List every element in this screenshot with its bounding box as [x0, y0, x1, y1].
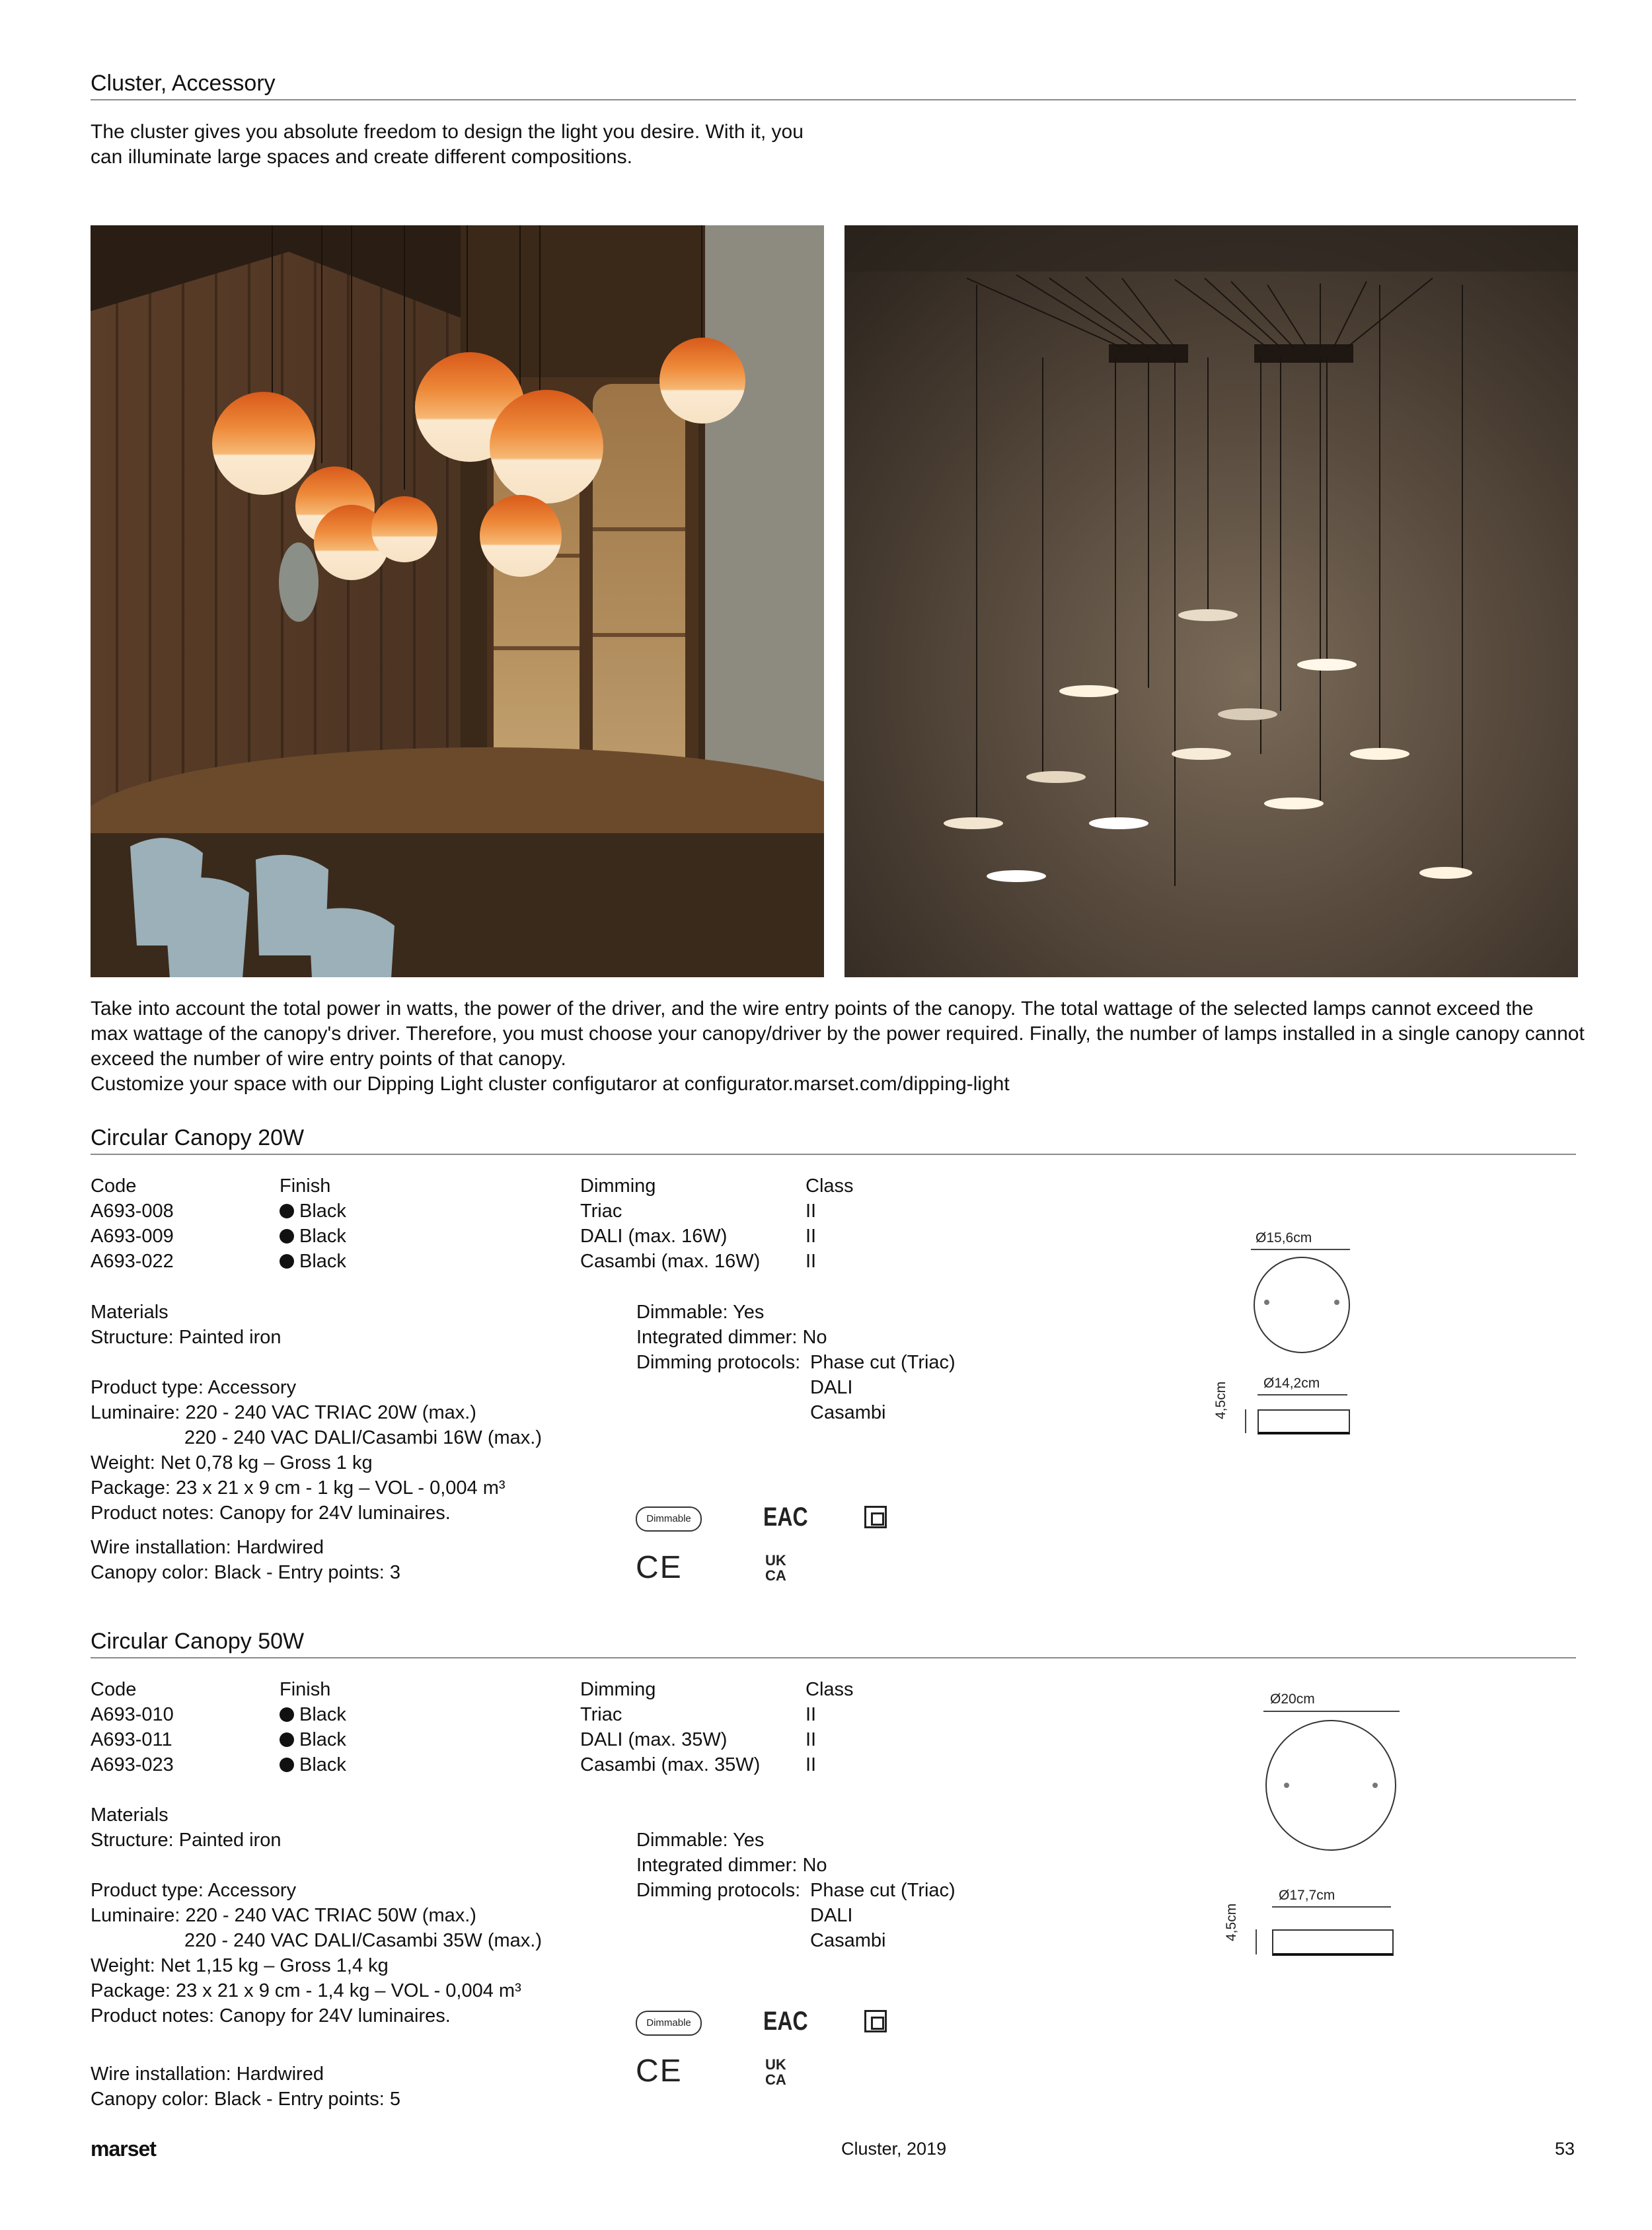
black-dot-icon — [280, 1254, 294, 1269]
dimension-line — [1256, 1929, 1257, 1954]
col-class-header: Class — [806, 1175, 854, 1197]
protocol-item: Phase cut (Triac) — [810, 1880, 956, 1901]
brand-logo: marset — [91, 2137, 156, 2161]
orange-globe-pendants-photo — [91, 225, 824, 977]
configurator-line: Customize your space with our Dipping Light cluster configutaror at configurator.marset.com/dipping-light — [91, 1073, 1010, 1095]
product-code: A693-011 — [91, 1729, 172, 1750]
eac-mark-icon: EAC — [763, 2007, 808, 2036]
protocol-item: DALI — [810, 1905, 853, 1926]
section-divider-50w — [91, 1657, 1576, 1658]
ukca-top: UK — [765, 2056, 786, 2073]
col-finish-header: Finish — [280, 1175, 331, 1197]
product-code: A693-010 — [91, 1704, 174, 1725]
eac-mark-icon: EAC — [763, 1503, 808, 1532]
weight-spec: Weight: Net 1,15 kg – Gross 1,4 kg — [91, 1955, 389, 1976]
dimmable-badge: Dimmable — [636, 2011, 702, 2036]
canopy-side-view — [1272, 1929, 1394, 1956]
product-notes: Product notes: Canopy for 24V luminaires. — [91, 2005, 451, 2026]
integrated-dimmer-spec: Integrated dimmer: No — [636, 1855, 827, 1876]
canopy-side-view — [1258, 1409, 1350, 1434]
col-finish-header: Finish — [280, 1679, 331, 1700]
finish-swatch: Black — [280, 1199, 346, 1224]
diagram-diameter-top: Ø20cm — [1270, 1691, 1315, 1707]
col-class-header: Class — [806, 1679, 854, 1700]
black-dot-icon — [280, 1758, 294, 1772]
diagram-height: 4,5cm — [1224, 1903, 1239, 1941]
package-spec: Package: 23 x 21 x 9 cm - 1 kg – VOL - 0,004 m³ — [91, 1477, 506, 1499]
dimmable-spec: Dimmable: Yes — [636, 1302, 765, 1323]
ce-mark-icon: CE — [636, 1550, 683, 1585]
diagram-diameter-side: Ø14,2cm — [1263, 1376, 1320, 1391]
dimming-protocols-label: Dimming protocols: — [636, 1352, 801, 1373]
intro-line-1: The cluster gives you absolute freedom to design the light you desire. With it, you — [91, 121, 804, 143]
product-type-spec: Product type: Accessory — [91, 1880, 297, 1901]
class-value: II — [806, 1226, 817, 1247]
cluster-suspended-lamps-photo — [845, 225, 1578, 977]
materials-label: Materials — [91, 1302, 169, 1323]
product-type-spec: Product type: Accessory — [91, 1377, 297, 1398]
dimming-value: Casambi (max. 35W) — [580, 1754, 761, 1775]
description-line-3: exceed the number of wire entry points of that canopy. — [91, 1048, 566, 1070]
black-dot-icon — [280, 1204, 294, 1218]
title-divider — [91, 99, 1576, 100]
class-value: II — [806, 1251, 817, 1272]
finish-swatch: Black — [280, 1727, 346, 1752]
canopy-color: Canopy color: Black - Entry points: 3 — [91, 1562, 401, 1583]
col-dimming-header: Dimming — [580, 1679, 656, 1700]
ukca-bottom: CA — [765, 1567, 786, 1584]
canopy-top-view — [1265, 1720, 1396, 1851]
finish-swatch: Black — [280, 1702, 346, 1727]
dimming-value: Triac — [580, 1704, 622, 1725]
intro-line-2: can illuminate large spaces and create different compositions. — [91, 146, 632, 168]
section-title-20w: Circular Canopy 20W — [91, 1125, 305, 1150]
col-code-header: Code — [91, 1679, 137, 1700]
class-value: II — [806, 1729, 817, 1750]
ce-mark-icon: CE — [636, 2054, 683, 2089]
ukca-bottom: CA — [765, 2071, 786, 2088]
protocol-item: Phase cut (Triac) — [810, 1352, 956, 1373]
ukca-top: UK — [765, 1552, 786, 1569]
dimmable-badge: Dimmable — [636, 1506, 702, 1532]
dimming-value: DALI (max. 16W) — [580, 1226, 728, 1247]
ukca-mark-icon — [765, 1553, 786, 1583]
protocol-item: Casambi — [810, 1402, 886, 1423]
package-spec: Package: 23 x 21 x 9 cm - 1,4 kg – VOL - 0,004 m³ — [91, 1980, 521, 2001]
weight-spec: Weight: Net 0,78 kg – Gross 1 kg — [91, 1452, 373, 1473]
wire-installation: Wire installation: Hardwired — [91, 2063, 324, 2085]
integrated-dimmer-spec: Integrated dimmer: No — [636, 1327, 827, 1348]
black-dot-icon — [280, 1707, 294, 1722]
section-title-50w: Circular Canopy 50W — [91, 1629, 305, 1654]
dimension-line — [1258, 1394, 1347, 1395]
finish-swatch: Black — [280, 1224, 346, 1249]
protocol-item: Casambi — [810, 1930, 886, 1951]
luminaire-spec-2: 220 - 240 VAC DALI/Casambi 16W (max.) — [184, 1427, 542, 1448]
dimming-value: Casambi (max. 16W) — [580, 1251, 761, 1272]
product-notes: Product notes: Canopy for 24V luminaires. — [91, 1503, 451, 1524]
luminaire-spec-2: 220 - 240 VAC DALI/Casambi 35W (max.) — [184, 1930, 542, 1951]
black-dot-icon — [280, 1229, 294, 1244]
class-ii-double-square-icon — [864, 2010, 887, 2032]
dimmable-spec: Dimmable: Yes — [636, 1830, 765, 1851]
luminaire-spec: Luminaire: 220 - 240 VAC TRIAC 20W (max.) — [91, 1402, 476, 1423]
ukca-mark-icon — [765, 2057, 786, 2087]
dimming-value: DALI (max. 35W) — [580, 1729, 728, 1750]
col-dimming-header: Dimming — [580, 1175, 656, 1197]
luminaire-spec: Luminaire: 220 - 240 VAC TRIAC 50W (max.) — [91, 1905, 476, 1926]
dimming-value: Triac — [580, 1201, 622, 1222]
structure-spec: Structure: Painted iron — [91, 1327, 282, 1348]
black-dot-icon — [280, 1732, 294, 1747]
description-line-1: Take into account the total power in watts, the power of the driver, and the wire entry points of the canopy. The total wattage of the selected lamps cannot exceed the — [91, 998, 1534, 1020]
dimension-line — [1263, 1711, 1400, 1712]
section-divider-20w — [91, 1154, 1576, 1155]
dimension-line — [1272, 1906, 1391, 1908]
materials-label: Materials — [91, 1804, 169, 1826]
product-code: A693-009 — [91, 1226, 174, 1247]
protocol-item: DALI — [810, 1377, 853, 1398]
wire-installation: Wire installation: Hardwired — [91, 1537, 324, 1558]
finish-swatch: Black — [280, 1249, 346, 1274]
page-title: Cluster, Accessory — [91, 71, 276, 96]
footer-collection: Cluster, 2019 — [841, 2139, 947, 2159]
product-code: A693-008 — [91, 1201, 174, 1222]
dimming-protocols-label: Dimming protocols: — [636, 1880, 801, 1901]
dimension-line — [1245, 1409, 1246, 1433]
structure-spec: Structure: Painted iron — [91, 1830, 282, 1851]
col-code-header: Code — [91, 1175, 137, 1197]
cluster-suspended-disc-lamps-icon — [845, 225, 1578, 977]
finish-swatch: Black — [280, 1752, 346, 1777]
page-number: 53 — [1555, 2139, 1575, 2159]
diagram-height: 4,5cm — [1213, 1381, 1228, 1419]
dimension-line — [1251, 1249, 1350, 1250]
class-value: II — [806, 1754, 817, 1775]
class-ii-double-square-icon — [864, 1506, 887, 1528]
class-value: II — [806, 1201, 817, 1222]
orange-globe-pendants-interior-icon — [91, 225, 824, 977]
class-value: II — [806, 1704, 817, 1725]
canopy-top-view — [1254, 1257, 1350, 1353]
diagram-diameter-top: Ø15,6cm — [1256, 1230, 1312, 1245]
diagram-diameter-side: Ø17,7cm — [1279, 1888, 1335, 1903]
canopy-color: Canopy color: Black - Entry points: 5 — [91, 2089, 401, 2110]
product-code: A693-023 — [91, 1754, 174, 1775]
description-line-2: max wattage of the canopy's driver. Therefore, you must choose your canopy/driver by the power required. Finally, the number of lamps installed in a single canopy cannot — [91, 1023, 1585, 1045]
product-code: A693-022 — [91, 1251, 174, 1272]
